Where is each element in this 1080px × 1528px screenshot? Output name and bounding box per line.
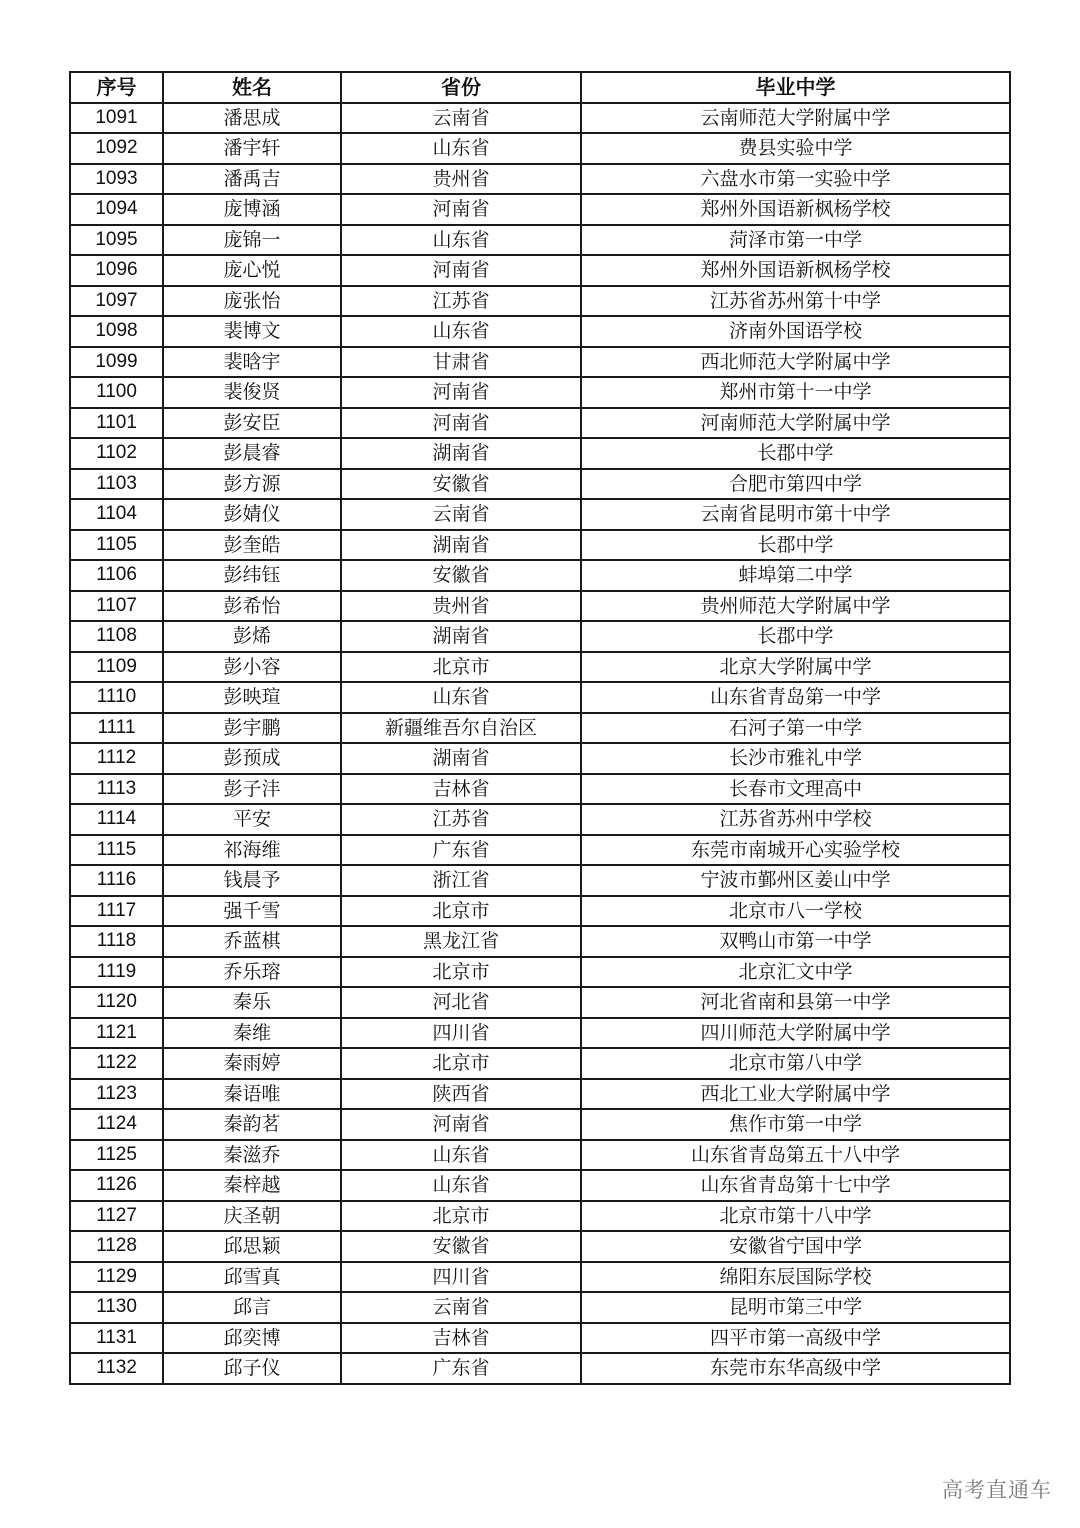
cell-name: 庞心悦 <box>163 255 341 286</box>
roster-sheet <box>69 71 1009 1385</box>
cell-name: 裴晗宇 <box>163 347 341 378</box>
cell-province: 河南省 <box>341 377 581 408</box>
cell-province: 广东省 <box>341 835 581 866</box>
cell-province: 北京市 <box>341 1201 581 1232</box>
cell-school: 北京市第八中学 <box>581 1048 1010 1079</box>
table-row <box>70 896 1010 927</box>
cell-school: 四平市第一高级中学 <box>581 1323 1010 1354</box>
table-row <box>70 1109 1010 1140</box>
table-row <box>70 1140 1010 1171</box>
table-row <box>70 133 1010 164</box>
cell-province: 湖南省 <box>341 530 581 561</box>
cell-name: 祁海维 <box>163 835 341 866</box>
cell-school: 北京汇文中学 <box>581 957 1010 988</box>
cell-seq: 1125 <box>70 1140 163 1171</box>
table-row <box>70 469 1010 500</box>
table-row <box>70 194 1010 225</box>
cell-seq: 1117 <box>70 896 163 927</box>
cell-province: 江苏省 <box>341 286 581 317</box>
cell-seq: 1123 <box>70 1079 163 1110</box>
table-row <box>70 774 1010 805</box>
cell-province: 云南省 <box>341 1292 581 1323</box>
cell-province: 北京市 <box>341 957 581 988</box>
header-seq: 序号 <box>70 72 163 103</box>
table-row <box>70 713 1010 744</box>
table-row <box>70 1353 1010 1384</box>
cell-name: 彭烯 <box>163 621 341 652</box>
cell-province: 山东省 <box>341 1170 581 1201</box>
cell-name: 乔乐瑢 <box>163 957 341 988</box>
cell-school: 六盘水市第一实验中学 <box>581 164 1010 195</box>
cell-name: 潘宇轩 <box>163 133 341 164</box>
table-row <box>70 560 1010 591</box>
cell-school: 山东省青岛第五十八中学 <box>581 1140 1010 1171</box>
cell-name: 邱子仪 <box>163 1353 341 1384</box>
cell-seq: 1103 <box>70 469 163 500</box>
cell-province: 贵州省 <box>341 591 581 622</box>
cell-province: 四川省 <box>341 1262 581 1293</box>
cell-school: 长郡中学 <box>581 438 1010 469</box>
cell-name: 平安 <box>163 804 341 835</box>
cell-school: 东莞市南城开心实验学校 <box>581 835 1010 866</box>
cell-seq: 1116 <box>70 865 163 896</box>
cell-province: 河南省 <box>341 194 581 225</box>
cell-seq: 1121 <box>70 1018 163 1049</box>
table-row <box>70 1323 1010 1354</box>
cell-province: 陕西省 <box>341 1079 581 1110</box>
table-row <box>70 347 1010 378</box>
cell-name: 彭纬钰 <box>163 560 341 591</box>
table-row <box>70 1292 1010 1323</box>
cell-school: 绵阳东辰国际学校 <box>581 1262 1010 1293</box>
cell-name: 彭婧仪 <box>163 499 341 530</box>
cell-school: 郑州市第十一中学 <box>581 377 1010 408</box>
cell-school: 费县实验中学 <box>581 133 1010 164</box>
cell-name: 潘禹吉 <box>163 164 341 195</box>
watermark-text: 高考直通车 <box>942 1478 1052 1502</box>
cell-province: 北京市 <box>341 1048 581 1079</box>
cell-province: 山东省 <box>341 682 581 713</box>
cell-name: 彭映瑄 <box>163 682 341 713</box>
cell-seq: 1114 <box>70 804 163 835</box>
cell-school: 焦作市第一中学 <box>581 1109 1010 1140</box>
table-row <box>70 1201 1010 1232</box>
cell-province: 河南省 <box>341 1109 581 1140</box>
cell-seq: 1100 <box>70 377 163 408</box>
cell-name: 邱雪真 <box>163 1262 341 1293</box>
cell-seq: 1126 <box>70 1170 163 1201</box>
cell-seq: 1111 <box>70 713 163 744</box>
cell-seq: 1095 <box>70 225 163 256</box>
cell-name: 庞张怡 <box>163 286 341 317</box>
cell-name: 秦维 <box>163 1018 341 1049</box>
table-row <box>70 1262 1010 1293</box>
cell-school: 长郡中学 <box>581 530 1010 561</box>
cell-province: 江苏省 <box>341 804 581 835</box>
table-row <box>70 1079 1010 1110</box>
cell-seq: 1124 <box>70 1109 163 1140</box>
cell-school: 江苏省苏州第十中学 <box>581 286 1010 317</box>
cell-school: 郑州外国语新枫杨学校 <box>581 255 1010 286</box>
cell-seq: 1102 <box>70 438 163 469</box>
cell-school: 云南师范大学附属中学 <box>581 103 1010 134</box>
cell-seq: 1092 <box>70 133 163 164</box>
cell-name: 庞锦一 <box>163 225 341 256</box>
cell-province: 浙江省 <box>341 865 581 896</box>
table-row <box>70 591 1010 622</box>
cell-name: 潘思成 <box>163 103 341 134</box>
cell-name: 邱言 <box>163 1292 341 1323</box>
table-row <box>70 652 1010 683</box>
cell-school: 合肥市第四中学 <box>581 469 1010 500</box>
cell-seq: 1109 <box>70 652 163 683</box>
cell-seq: 1106 <box>70 560 163 591</box>
table-row <box>70 408 1010 439</box>
table-row <box>70 530 1010 561</box>
cell-seq: 1131 <box>70 1323 163 1354</box>
table-row <box>70 316 1010 347</box>
cell-school: 济南外国语学校 <box>581 316 1010 347</box>
cell-school: 东莞市东华高级中学 <box>581 1353 1010 1384</box>
cell-name: 秦韵茗 <box>163 1109 341 1140</box>
cell-name: 庞博涵 <box>163 194 341 225</box>
cell-name: 彭希怡 <box>163 591 341 622</box>
table-row <box>70 621 1010 652</box>
cell-name: 彭奎皓 <box>163 530 341 561</box>
cell-school: 江苏省苏州中学校 <box>581 804 1010 835</box>
cell-province: 山东省 <box>341 316 581 347</box>
cell-name: 强千雪 <box>163 896 341 927</box>
cell-province: 安徽省 <box>341 469 581 500</box>
cell-seq: 1132 <box>70 1353 163 1384</box>
cell-name: 裴俊贤 <box>163 377 341 408</box>
table-row <box>70 255 1010 286</box>
cell-name: 秦梓越 <box>163 1170 341 1201</box>
cell-school: 郑州外国语新枫杨学校 <box>581 194 1010 225</box>
cell-school: 北京大学附属中学 <box>581 652 1010 683</box>
cell-name: 秦语唯 <box>163 1079 341 1110</box>
cell-name: 彭小容 <box>163 652 341 683</box>
cell-seq: 1107 <box>70 591 163 622</box>
table-row <box>70 743 1010 774</box>
table-row <box>70 499 1010 530</box>
cell-name: 彭预成 <box>163 743 341 774</box>
cell-seq: 1104 <box>70 499 163 530</box>
cell-school: 石河子第一中学 <box>581 713 1010 744</box>
table-header-row <box>70 72 1010 103</box>
cell-province: 安徽省 <box>341 1231 581 1262</box>
cell-province: 安徽省 <box>341 560 581 591</box>
cell-province: 湖南省 <box>341 621 581 652</box>
cell-seq: 1094 <box>70 194 163 225</box>
cell-name: 彭宇鹏 <box>163 713 341 744</box>
cell-seq: 1115 <box>70 835 163 866</box>
cell-province: 山东省 <box>341 133 581 164</box>
cell-seq: 1112 <box>70 743 163 774</box>
cell-seq: 1098 <box>70 316 163 347</box>
cell-seq: 1105 <box>70 530 163 561</box>
cell-province: 云南省 <box>341 103 581 134</box>
cell-school: 昆明市第三中学 <box>581 1292 1010 1323</box>
cell-seq: 1129 <box>70 1262 163 1293</box>
cell-province: 吉林省 <box>341 774 581 805</box>
cell-school: 双鸭山市第一中学 <box>581 926 1010 957</box>
cell-seq: 1119 <box>70 957 163 988</box>
cell-province: 云南省 <box>341 499 581 530</box>
cell-school: 北京市第十八中学 <box>581 1201 1010 1232</box>
cell-province: 黑龙江省 <box>341 926 581 957</box>
cell-seq: 1096 <box>70 255 163 286</box>
cell-name: 邱思颖 <box>163 1231 341 1262</box>
cell-school: 云南省昆明市第十中学 <box>581 499 1010 530</box>
cell-school: 长春市文理高中 <box>581 774 1010 805</box>
cell-seq: 1122 <box>70 1048 163 1079</box>
cell-school: 四川师范大学附属中学 <box>581 1018 1010 1049</box>
cell-seq: 1128 <box>70 1231 163 1262</box>
cell-name: 秦滋乔 <box>163 1140 341 1171</box>
cell-province: 北京市 <box>341 652 581 683</box>
table-row <box>70 225 1010 256</box>
cell-seq: 1093 <box>70 164 163 195</box>
table-row <box>70 438 1010 469</box>
table-row <box>70 835 1010 866</box>
cell-name: 裴博文 <box>163 316 341 347</box>
cell-school: 长沙市雅礼中学 <box>581 743 1010 774</box>
cell-school: 山东省青岛第十七中学 <box>581 1170 1010 1201</box>
cell-province: 四川省 <box>341 1018 581 1049</box>
cell-province: 河南省 <box>341 408 581 439</box>
roster-table <box>69 71 1011 1385</box>
table-row <box>70 1048 1010 1079</box>
cell-school: 河北省南和县第一中学 <box>581 987 1010 1018</box>
table-row <box>70 1170 1010 1201</box>
header-school: 毕业中学 <box>581 72 1010 103</box>
table-row <box>70 377 1010 408</box>
cell-seq: 1097 <box>70 286 163 317</box>
cell-seq: 1120 <box>70 987 163 1018</box>
cell-school: 长郡中学 <box>581 621 1010 652</box>
table-body <box>70 103 1010 1384</box>
cell-province: 吉林省 <box>341 1323 581 1354</box>
table-row <box>70 804 1010 835</box>
cell-school: 安徽省宁国中学 <box>581 1231 1010 1262</box>
cell-seq: 1101 <box>70 408 163 439</box>
table-row <box>70 865 1010 896</box>
cell-name: 邱奕博 <box>163 1323 341 1354</box>
cell-seq: 1130 <box>70 1292 163 1323</box>
cell-name: 彭安臣 <box>163 408 341 439</box>
table-row <box>70 103 1010 134</box>
cell-province: 河南省 <box>341 255 581 286</box>
table-row <box>70 987 1010 1018</box>
table-row <box>70 1018 1010 1049</box>
cell-name: 彭子沣 <box>163 774 341 805</box>
table-row <box>70 164 1010 195</box>
cell-province: 湖南省 <box>341 438 581 469</box>
cell-seq: 1118 <box>70 926 163 957</box>
table-row <box>70 1231 1010 1262</box>
header-name: 姓名 <box>163 72 341 103</box>
table-row <box>70 957 1010 988</box>
cell-school: 河南师范大学附属中学 <box>581 408 1010 439</box>
cell-province: 甘肃省 <box>341 347 581 378</box>
cell-school: 西北工业大学附属中学 <box>581 1079 1010 1110</box>
cell-seq: 1113 <box>70 774 163 805</box>
table-row <box>70 682 1010 713</box>
cell-seq: 1108 <box>70 621 163 652</box>
cell-name: 钱晨予 <box>163 865 341 896</box>
header-province: 省份 <box>341 72 581 103</box>
cell-seq: 1099 <box>70 347 163 378</box>
cell-province: 湖南省 <box>341 743 581 774</box>
table-row <box>70 926 1010 957</box>
cell-province: 河北省 <box>341 987 581 1018</box>
cell-name: 秦雨婷 <box>163 1048 341 1079</box>
cell-school: 山东省青岛第一中学 <box>581 682 1010 713</box>
cell-name: 秦乐 <box>163 987 341 1018</box>
cell-seq: 1127 <box>70 1201 163 1232</box>
cell-name: 庆圣朝 <box>163 1201 341 1232</box>
cell-school: 宁波市鄞州区姜山中学 <box>581 865 1010 896</box>
cell-province: 山东省 <box>341 225 581 256</box>
cell-province: 贵州省 <box>341 164 581 195</box>
cell-province: 山东省 <box>341 1140 581 1171</box>
cell-name: 乔蓝棋 <box>163 926 341 957</box>
cell-school: 北京市八一学校 <box>581 896 1010 927</box>
cell-province: 新疆维吾尔自治区 <box>341 713 581 744</box>
cell-name: 彭晨睿 <box>163 438 341 469</box>
cell-name: 彭方源 <box>163 469 341 500</box>
cell-school: 西北师范大学附属中学 <box>581 347 1010 378</box>
cell-province: 广东省 <box>341 1353 581 1384</box>
cell-province: 北京市 <box>341 896 581 927</box>
cell-school: 蚌埠第二中学 <box>581 560 1010 591</box>
table-row <box>70 286 1010 317</box>
cell-school: 菏泽市第一中学 <box>581 225 1010 256</box>
cell-school: 贵州师范大学附属中学 <box>581 591 1010 622</box>
cell-seq: 1091 <box>70 103 163 134</box>
cell-seq: 1110 <box>70 682 163 713</box>
